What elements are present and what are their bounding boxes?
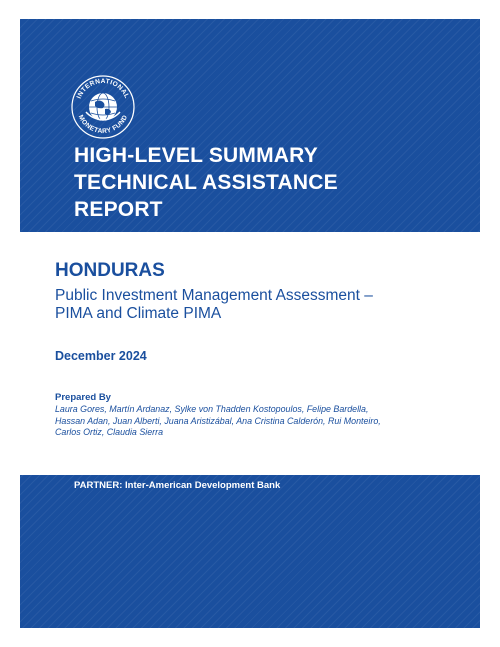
- report-title-line3: REPORT: [74, 198, 163, 221]
- prepared-by-label: Prepared By: [55, 392, 111, 403]
- imf-seal-graphic: [70, 74, 136, 140]
- seal-text-bottom: MONETARY FUND: [76, 114, 130, 136]
- partner-credit: PARTNER: Inter-American Development Bank: [74, 480, 281, 491]
- author-line2: Hassan Adan, Juan Alberti, Juana Aristizábal, Ana Cristina Calderón, Rui Monteiro,: [55, 415, 381, 426]
- report-subtitle: [55, 287, 455, 323]
- report-title-line2: TECHNICAL ASSISTANCE: [74, 171, 338, 194]
- author-list: [55, 404, 465, 439]
- seal-text-top: INTERNATIONAL: [75, 77, 131, 100]
- author-line3: Carlos Ortiz, Claudia Sierra: [55, 427, 164, 437]
- report-subtitle-line2: PIMA and Climate PIMA: [55, 305, 222, 322]
- imf-seal-icon: [70, 74, 136, 140]
- report-date: December 2024: [55, 349, 147, 363]
- report-cover: [20, 19, 480, 628]
- report-title-line1: HIGH-LEVEL SUMMARY: [74, 144, 318, 167]
- country-name: HONDURAS: [55, 260, 165, 281]
- author-line1: Laura Gores, Martín Ardanaz, Sylke von Thadden Kostopoulos, Felipe Bardella,: [55, 404, 369, 414]
- report-subtitle-line1: Public Investment Management Assessment –: [55, 287, 373, 304]
- title-band: [20, 232, 480, 475]
- report-title: [74, 142, 338, 223]
